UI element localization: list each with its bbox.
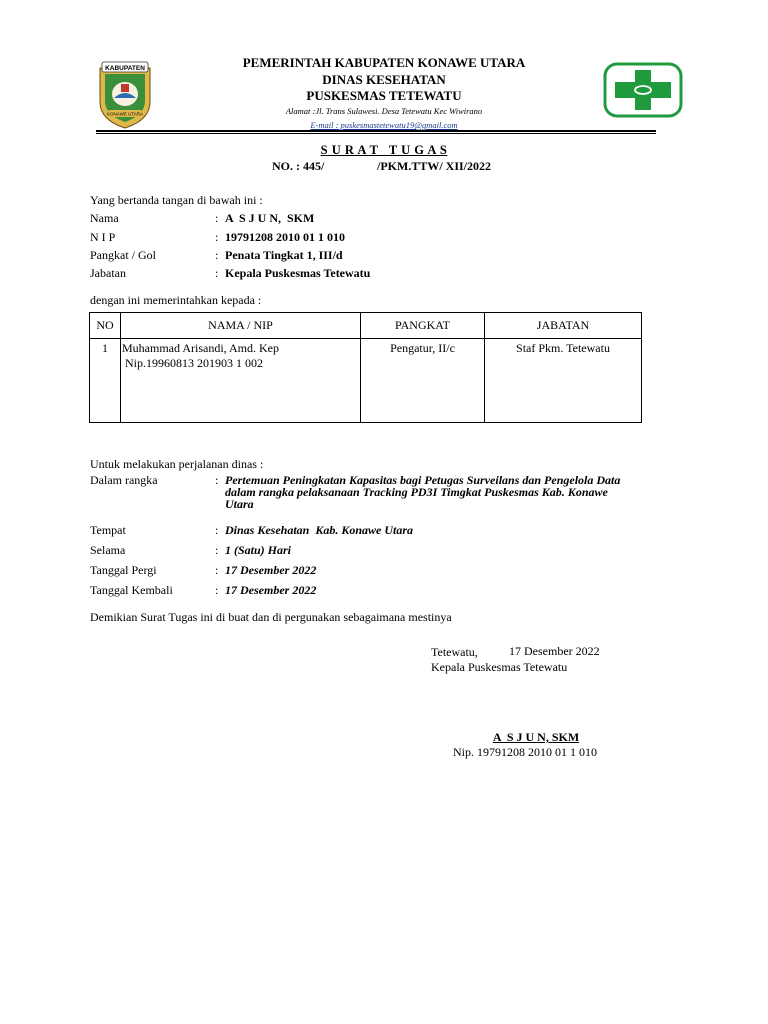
row-nip: Nip.19960813 201903 1 002 (125, 356, 263, 370)
table-row (90, 339, 642, 423)
letter-number-prefix: NO. : 445/ (272, 159, 325, 173)
purpose-line-2: dalam rangka pelaksanaan Tracking PD3I Timgkat Puskesmas Kab. Konawe (225, 485, 608, 499)
signer-name-label: Nama (90, 211, 119, 225)
purpose-label: Dalam rangka (90, 473, 158, 487)
colon: : (215, 523, 219, 537)
colon: : (215, 473, 219, 487)
duration-value: 1 (Satu) Hari (225, 543, 292, 557)
colon: : (215, 266, 219, 280)
signature-nip: Nip. 19791208 2010 01 1 010 (453, 745, 597, 759)
signer-rank-value: Penata Tingkat 1, III/d (225, 248, 343, 262)
colon: : (215, 583, 219, 597)
signer-nip-value: 19791208 2010 01 1 010 (225, 230, 345, 244)
letter-title: S U R A T T U G A S (320, 143, 448, 157)
table-header-row (90, 313, 642, 339)
colon: : (215, 230, 219, 244)
col-header-name: NAMA / NIP (121, 313, 361, 339)
header-address: Alamat :Jl. Trans Sulawesi. Desa Tetewatu Kec Wiwirano (285, 106, 483, 116)
colon: : (215, 543, 219, 557)
header-line-3: PUSKESMAS TETEWATU (306, 88, 462, 103)
logo-top-label: KABUPATEN (105, 65, 145, 72)
place-value: Dinas Kesehatan Kab. Konawe Utara (225, 523, 414, 537)
header-line-1: PEMERINTAH KABUPATEN KONAWE UTARA (242, 55, 526, 70)
colon: : (215, 211, 219, 225)
col-header-rank: PANGKAT (361, 313, 485, 339)
purpose-line-1: Pertemuan Peningkatan Kapasitas bagi Petugas Surveilans dan Pengelola Data (225, 473, 621, 487)
signer-position-label: Jabatan (90, 266, 126, 280)
col-header-no: NO (90, 313, 121, 339)
row-no: 1 (90, 339, 121, 423)
order-intro: dengan ini memerintahkan kepada : (90, 293, 262, 307)
return-label: Tanggal Kembali (90, 583, 173, 597)
header-email: E-mail : puskesmastetewatu19@gmail.com (310, 120, 458, 130)
health-cross-logo (603, 62, 683, 118)
departure-value: 17 Desember 2022 (225, 563, 317, 577)
row-name: Muhammad Arisandi, Amd. Kep (122, 341, 279, 355)
trip-intro: Untuk melakukan perjalanan dinas : (90, 457, 264, 471)
signer-rank-label: Pangkat / Gol (90, 248, 156, 262)
personnel-table (89, 312, 642, 423)
signature-position: Kepala Puskesmas Tetewatu (431, 660, 568, 674)
col-header-position: JABATAN (485, 313, 642, 339)
colon: : (215, 248, 219, 262)
duration-label: Selama (90, 543, 126, 557)
return-value: 17 Desember 2022 (225, 583, 317, 597)
logo-bottom-label: KONAWE UTARA (106, 111, 144, 117)
colon: : (215, 563, 219, 577)
letter-number-suffix: /PKM.TTW/ XII/2022 (377, 159, 492, 173)
signer-position-value: Kepala Puskesmas Tetewatu (225, 266, 371, 280)
signature-place: Tetewatu, (431, 645, 478, 659)
header-line-2: DINAS KESEHATAN (322, 72, 446, 87)
place-label: Tempat (90, 523, 126, 537)
header-rule-thick (96, 130, 656, 132)
signer-name-value: A S J U N, SKM (225, 211, 315, 225)
signer-nip-label: N I P (90, 230, 116, 244)
header-rule-thin (96, 133, 656, 134)
row-position: Staf Pkm. Tetewatu (485, 339, 642, 423)
signature-date: 17 Desember 2022 (509, 644, 600, 658)
row-name-cell (121, 339, 361, 423)
departure-label: Tanggal Pergi (90, 563, 157, 577)
signer-intro: Yang bertanda tangan di bawah ini : (90, 193, 263, 207)
row-rank: Pengatur, II/c (361, 339, 485, 423)
signature-name: A S J U N, SKM (492, 730, 580, 744)
closing-statement: Demikian Surat Tugas ini di buat dan di pergunakan sebagaimana mestinya (90, 610, 452, 624)
purpose-line-3: Utara (225, 497, 254, 511)
